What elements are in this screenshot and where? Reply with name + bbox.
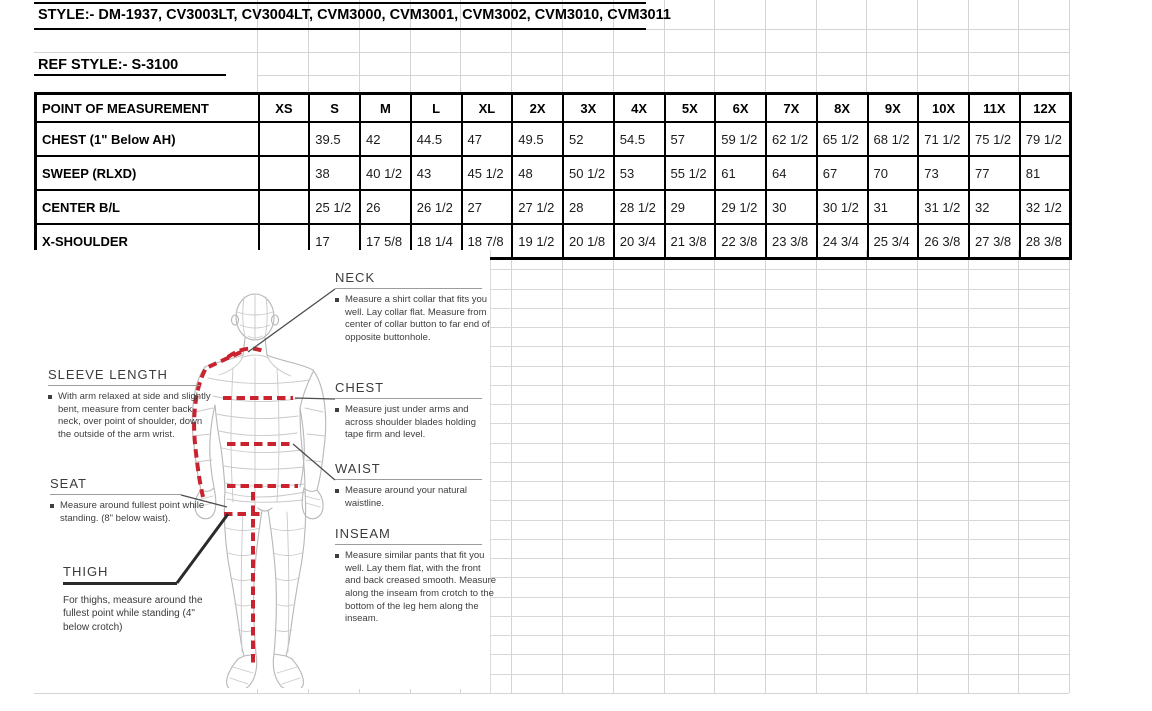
size-table	[34, 92, 1072, 260]
size-value-cell: 48	[512, 156, 563, 190]
size-value-cell: 59 1/2	[715, 122, 766, 156]
gridline	[1018, 250, 1019, 693]
size-value-cell: 50 1/2	[563, 156, 614, 190]
gridline	[490, 500, 1069, 501]
size-value-cell	[259, 190, 310, 224]
bullet-square-icon	[335, 489, 339, 493]
gridline	[34, 28, 646, 30]
size-value-cell	[259, 156, 310, 190]
gridline	[490, 385, 1069, 386]
bullet-square-icon	[335, 298, 339, 302]
size-value-cell: 44.5	[411, 122, 462, 156]
gridline	[490, 616, 1069, 617]
size-value-cell: 52	[563, 122, 614, 156]
gridline	[490, 289, 1069, 290]
size-value-cell: 55 1/2	[665, 156, 716, 190]
section-description	[50, 500, 210, 525]
column-header-size: XS	[259, 94, 310, 123]
bullet-square-icon	[335, 408, 339, 412]
size-value-cell: 39.5	[309, 122, 360, 156]
column-header-size: 10X	[918, 94, 969, 123]
gridline	[490, 481, 1069, 482]
size-value-cell: 53	[614, 156, 665, 190]
gridline	[511, 250, 512, 693]
gridline	[765, 250, 766, 693]
size-value-cell: 65 1/2	[817, 122, 868, 156]
gridline	[490, 308, 1069, 309]
neck-callout-line	[248, 289, 335, 352]
size-value-cell: 17 5/8	[360, 224, 411, 259]
gridline	[646, 29, 1069, 30]
gridline	[1018, 0, 1019, 92]
size-value-cell: 27	[462, 190, 513, 224]
size-value-cell: 81	[1020, 156, 1071, 190]
guide-section-sleeve-length	[48, 367, 216, 442]
size-value-cell: 20 3/4	[614, 224, 665, 259]
column-header-size: 7X	[766, 94, 817, 123]
gridline	[490, 423, 1069, 424]
table-row	[36, 190, 1071, 224]
column-header-size: 12X	[1020, 94, 1071, 123]
gridline	[34, 693, 1069, 694]
gridline	[917, 0, 918, 92]
size-value-cell: 25 3/4	[868, 224, 919, 259]
guide-section-chest	[335, 380, 495, 442]
size-value-cell: 43	[411, 156, 462, 190]
size-value-cell: 17	[309, 224, 360, 259]
size-value-cell: 28 1/2	[614, 190, 665, 224]
size-value-cell: 79 1/2	[1020, 122, 1071, 156]
table-row	[36, 156, 1071, 190]
row-label: SWEEP (RLXD)	[36, 156, 259, 190]
column-header-size: 4X	[614, 94, 665, 123]
chest-callout-line	[295, 398, 335, 399]
section-description-text: Measure a shirt collar that fits you well. Lay collar flat. Measure from center of collar button to far end of opposite buttonhole.	[345, 294, 490, 343]
gridline	[359, 689, 360, 693]
gridline	[613, 250, 614, 693]
gridline	[714, 0, 715, 92]
guide-section-inseam	[335, 526, 497, 626]
gridline	[490, 674, 1069, 675]
size-value-cell: 32 1/2	[1020, 190, 1071, 224]
size-value-cell: 25 1/2	[309, 190, 360, 224]
size-value-cell: 26 1/2	[411, 190, 462, 224]
size-value-cell: 71 1/2	[918, 122, 969, 156]
gridline	[1069, 0, 1070, 92]
column-header-size: 8X	[817, 94, 868, 123]
gridline	[490, 269, 1069, 270]
bullet-square-icon	[48, 395, 52, 399]
size-value-cell: 67	[817, 156, 868, 190]
measurement-diagram	[34, 250, 497, 688]
size-value-cell: 30	[766, 190, 817, 224]
row-label: CHEST (1" Below AH)	[36, 122, 259, 156]
section-title: WAIST	[335, 461, 482, 480]
section-title: INSEAM	[335, 526, 482, 545]
gridline	[34, 74, 226, 76]
column-header-size: 2X	[512, 94, 563, 123]
gridline	[34, 2, 646, 4]
column-header-size: 6X	[715, 94, 766, 123]
gridline	[490, 404, 1069, 405]
style-cell: STYLE:- DM-1937, CV3003LT, CV3004LT, CVM3000, CVM3001, CVM3002, CVM3010, CVM3011	[38, 7, 671, 23]
size-value-cell: 68 1/2	[868, 122, 919, 156]
size-value-cell: 75 1/2	[969, 122, 1020, 156]
section-title: CHEST	[335, 380, 482, 399]
section-description	[335, 294, 495, 345]
size-value-cell: 31 1/2	[918, 190, 969, 224]
size-value-cell: 27 3/8	[969, 224, 1020, 259]
gridline	[968, 0, 969, 92]
gridline	[714, 250, 715, 693]
column-header-size: XL	[462, 94, 513, 123]
size-value-cell: 73	[918, 156, 969, 190]
size-value-cell: 26 3/8	[918, 224, 969, 259]
size-value-cell: 77	[969, 156, 1020, 190]
gridline	[816, 250, 817, 693]
section-description-text: With arm relaxed at side and slightly bent, measure from center back neck, over point of shoulder, down the outside of the arm wrist.	[58, 391, 211, 440]
section-title: THIGH	[63, 564, 177, 585]
section-description-text: Measure just under arms and across shoulder blades holding tape firm and level.	[345, 404, 476, 441]
size-value-cell: 20 1/8	[563, 224, 614, 259]
section-description	[335, 404, 495, 442]
gridline	[490, 577, 1069, 578]
size-value-cell: 27 1/2	[512, 190, 563, 224]
ref-style-cell: REF STYLE:- S-3100	[38, 57, 179, 73]
gridline	[490, 520, 1069, 521]
size-value-cell: 70	[868, 156, 919, 190]
size-value-cell: 18 1/4	[411, 224, 462, 259]
gridline	[490, 539, 1069, 540]
gridline	[308, 689, 309, 693]
column-header-size: S	[309, 94, 360, 123]
section-title: NECK	[335, 270, 482, 289]
size-value-cell: 18 7/8	[462, 224, 513, 259]
gridline	[816, 0, 817, 92]
size-value-cell: 21 3/8	[665, 224, 716, 259]
size-value-cell: 47	[462, 122, 513, 156]
gridline	[490, 462, 1069, 463]
bullet-square-icon	[335, 554, 339, 558]
gridline	[664, 250, 665, 693]
column-header-point-of-measurement: POINT OF MEASUREMENT	[36, 94, 259, 123]
row-label: X-SHOULDER	[36, 224, 259, 259]
size-value-cell: 28 3/8	[1020, 224, 1071, 259]
guide-section-thigh	[63, 564, 213, 634]
size-value-cell: 54.5	[614, 122, 665, 156]
gridline	[257, 689, 258, 693]
section-description-text: Measure similar pants that fit you well. Lay them flat, with the front and back creased smooth. Measure along the inseam from crotch to the bottom of the leg hem along the inseam.	[345, 550, 497, 625]
bullet-square-icon	[50, 504, 54, 508]
table-header-row	[36, 94, 1071, 123]
size-value-cell: 45 1/2	[462, 156, 513, 190]
size-value-cell	[259, 122, 310, 156]
size-value-cell: 57	[665, 122, 716, 156]
size-value-cell: 38	[309, 156, 360, 190]
waist-callout-line	[293, 444, 335, 480]
gridline	[490, 597, 1069, 598]
size-value-cell: 23 3/8	[766, 224, 817, 259]
size-value-cell: 61	[715, 156, 766, 190]
section-description-text: Measure around your natural waistline.	[345, 485, 467, 509]
size-value-cell: 42	[360, 122, 411, 156]
gridline	[866, 250, 867, 693]
table-row	[36, 122, 1071, 156]
gridline	[490, 366, 1069, 367]
size-value-cell: 26	[360, 190, 411, 224]
column-header-size: 9X	[868, 94, 919, 123]
section-description	[335, 550, 497, 626]
size-value-cell: 32	[969, 190, 1020, 224]
gridline	[490, 443, 1069, 444]
section-title: SLEEVE LENGTH	[48, 367, 200, 386]
section-description-text: For thighs, measure around the fullest point while standing (4" below crotch)	[63, 595, 203, 633]
gridline	[410, 689, 411, 693]
size-value-cell: 22 3/8	[715, 224, 766, 259]
size-value-cell: 30 1/2	[817, 190, 868, 224]
gridline	[490, 346, 1069, 347]
section-description	[335, 485, 495, 510]
column-header-size: 3X	[563, 94, 614, 123]
column-header-size: M	[360, 94, 411, 123]
size-value-cell: 29	[665, 190, 716, 224]
size-value-cell: 19 1/2	[512, 224, 563, 259]
size-value-cell: 64	[766, 156, 817, 190]
column-header-size: L	[411, 94, 462, 123]
size-value-cell: 49.5	[512, 122, 563, 156]
size-value-cell: 31	[868, 190, 919, 224]
gridline	[866, 0, 867, 92]
section-description	[48, 391, 216, 442]
gridline	[1069, 250, 1070, 693]
gridline	[490, 635, 1069, 636]
section-description-text: Measure around fullest point while standing. (8" below waist).	[60, 500, 205, 524]
guide-section-neck	[335, 270, 495, 345]
gridline	[490, 558, 1069, 559]
gridline	[257, 75, 1069, 76]
gridline	[765, 0, 766, 92]
gridline	[968, 250, 969, 693]
neck-measure-line	[228, 349, 263, 357]
size-value-cell: 62 1/2	[766, 122, 817, 156]
section-title: SEAT	[50, 476, 181, 495]
guide-section-seat	[50, 476, 210, 525]
gridline	[490, 327, 1069, 328]
column-header-size: 11X	[969, 94, 1020, 123]
gridline	[34, 52, 1069, 53]
size-value-cell: 29 1/2	[715, 190, 766, 224]
guide-section-waist	[335, 461, 495, 510]
size-value-cell: 24 3/4	[817, 224, 868, 259]
gridline	[490, 654, 1069, 655]
gridline	[562, 250, 563, 693]
gridline	[917, 250, 918, 693]
row-label: CENTER B/L	[36, 190, 259, 224]
section-description	[63, 594, 213, 634]
size-value-cell: 28	[563, 190, 614, 224]
column-header-size: 5X	[665, 94, 716, 123]
gridline	[460, 689, 461, 693]
size-value-cell: 40 1/2	[360, 156, 411, 190]
